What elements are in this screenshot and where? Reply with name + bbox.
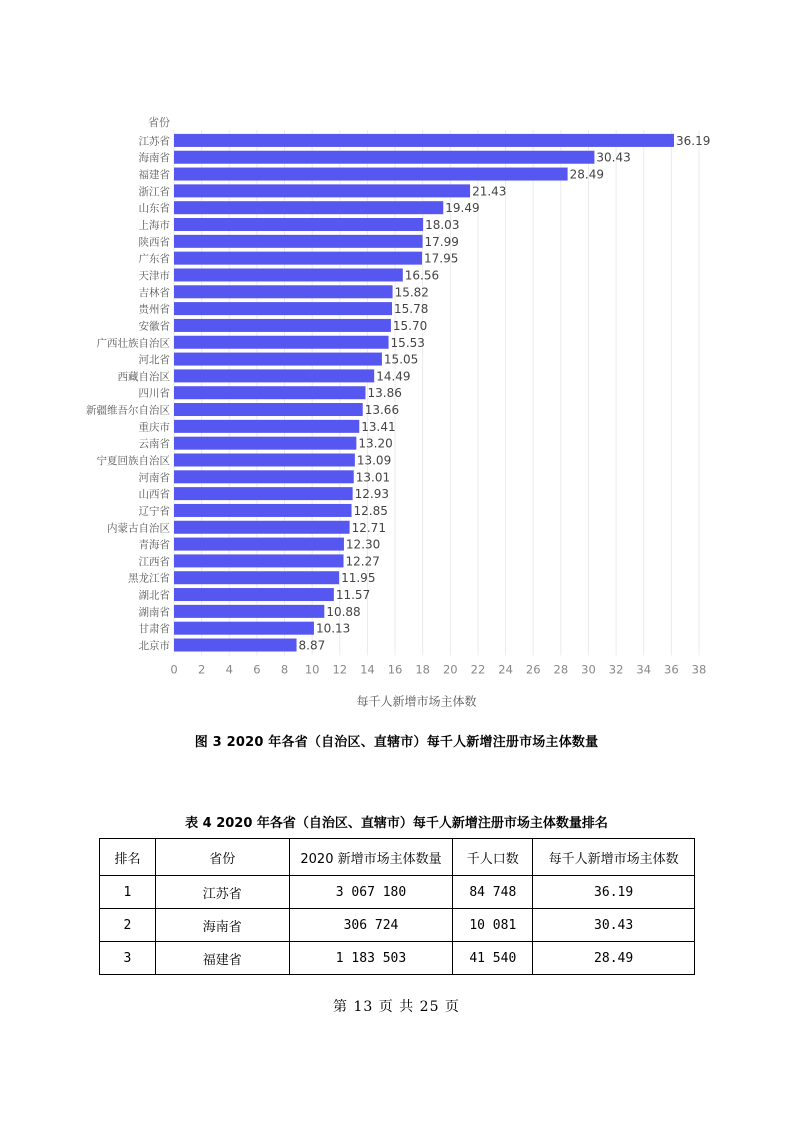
bar xyxy=(174,470,354,483)
data-label: 18.03 xyxy=(425,218,460,233)
data-label: 36.19 xyxy=(675,133,711,148)
bar xyxy=(174,168,568,181)
data-label: 11.95 xyxy=(341,571,376,586)
category-label: 黑龙江省 xyxy=(128,572,170,585)
category-label: 内蒙古自治区 xyxy=(107,522,170,535)
category-label: 河北省 xyxy=(138,354,170,367)
bar xyxy=(174,605,324,618)
category-label: 浙江省 xyxy=(138,185,170,198)
cell-population: 84 748 xyxy=(453,876,533,909)
x-tick-label: 2 xyxy=(197,662,206,677)
category-label: 重庆市 xyxy=(138,421,170,434)
category-label: 湖南省 xyxy=(138,606,170,619)
data-label: 17.99 xyxy=(424,234,459,249)
bar xyxy=(174,403,363,416)
bar xyxy=(174,134,674,147)
category-label: 广西壮族自治区 xyxy=(96,337,170,350)
x-tick-label: 8 xyxy=(280,662,289,677)
x-tick-label: 38 xyxy=(691,662,707,677)
bar xyxy=(174,302,392,315)
data-label: 17.95 xyxy=(423,251,459,266)
cell-new-entities: 1 183 503 xyxy=(289,942,453,975)
table-row xyxy=(100,909,695,942)
x-tick-label: 22 xyxy=(470,662,486,677)
cell-rank: 2 xyxy=(100,909,156,942)
bar xyxy=(174,319,391,332)
category-label: 天津市 xyxy=(138,269,170,282)
category-label: 福建省 xyxy=(138,169,170,182)
x-tick-label: 16 xyxy=(387,662,403,677)
bar xyxy=(174,420,359,433)
header-new-entities: 2020 新增市场主体数量 xyxy=(289,839,453,876)
cell-new-entities: 3 067 180 xyxy=(289,876,453,909)
category-label: 青海省 xyxy=(138,539,170,552)
cell-per-thousand: 30.43 xyxy=(533,909,695,942)
category-label: 吉林省 xyxy=(138,286,170,299)
data-label: 15.78 xyxy=(394,302,429,317)
category-label: 广东省 xyxy=(138,253,170,266)
category-label: 安徽省 xyxy=(138,320,170,333)
data-label: 15.82 xyxy=(394,285,429,300)
category-label: 西藏自治区 xyxy=(117,370,170,383)
bar xyxy=(174,487,353,500)
header-province: 省份 xyxy=(155,839,289,876)
bar xyxy=(174,437,356,450)
ranking-table xyxy=(99,838,695,975)
table-caption: 表 4 2020 年各省（自治区、直辖市）每千人新增注册市场主体数量排名 xyxy=(185,816,608,831)
bar xyxy=(174,521,350,534)
data-label: 14.49 xyxy=(376,369,411,384)
cell-population: 41 540 xyxy=(453,942,533,975)
category-label: 北京市 xyxy=(138,640,170,653)
category-label: 湖北省 xyxy=(138,589,170,602)
header-per-thousand: 每千人新增市场主体数 xyxy=(533,839,695,876)
x-axis-label: 每千人新增市场主体数 xyxy=(356,694,477,709)
bar xyxy=(174,571,339,584)
data-label: 13.86 xyxy=(367,386,402,401)
category-label: 云南省 xyxy=(138,438,170,451)
table-header-row xyxy=(100,839,695,876)
bar xyxy=(174,218,423,231)
data-label: 13.66 xyxy=(364,403,400,418)
x-tick-label: 4 xyxy=(225,662,233,677)
table-row xyxy=(100,876,695,909)
cell-province: 海南省 xyxy=(155,909,289,942)
bar xyxy=(174,201,443,214)
data-label: 13.01 xyxy=(355,470,391,485)
category-label: 山西省 xyxy=(138,488,170,501)
bar xyxy=(174,252,422,265)
cell-per-thousand: 28.49 xyxy=(533,942,695,975)
data-label: 15.05 xyxy=(383,352,419,367)
bar xyxy=(174,622,314,635)
x-tick-label: 18 xyxy=(415,662,431,677)
data-label: 12.30 xyxy=(345,537,381,552)
bar xyxy=(174,285,393,298)
cell-per-thousand: 36.19 xyxy=(533,876,695,909)
header-population: 千人口数 xyxy=(453,839,533,876)
bar xyxy=(174,538,344,551)
data-label: 16.56 xyxy=(404,268,440,283)
data-label: 15.53 xyxy=(390,335,425,350)
data-label: 13.09 xyxy=(356,453,392,468)
data-label: 10.88 xyxy=(326,604,361,619)
category-label: 宁夏回族自治区 xyxy=(96,454,170,467)
category-label: 河南省 xyxy=(138,471,170,484)
bar xyxy=(174,554,344,567)
x-tick-label: 26 xyxy=(525,662,541,677)
cell-province: 江苏省 xyxy=(155,876,289,909)
bar xyxy=(174,353,382,366)
x-tick-label: 10 xyxy=(304,662,320,677)
bar xyxy=(174,151,594,164)
bar xyxy=(174,268,403,281)
data-label: 10.13 xyxy=(315,621,351,636)
data-label: 12.71 xyxy=(351,520,386,535)
cell-new-entities: 306 724 xyxy=(289,909,453,942)
category-label: 陕西省 xyxy=(138,236,170,249)
data-label: 11.57 xyxy=(335,588,371,603)
x-tick-label: 24 xyxy=(498,662,513,677)
data-label: 15.70 xyxy=(392,318,428,333)
bar xyxy=(174,453,355,466)
bar xyxy=(174,235,423,248)
bar xyxy=(174,184,470,197)
data-label: 21.43 xyxy=(472,184,507,199)
data-label: 12.93 xyxy=(354,487,389,502)
bar xyxy=(174,336,389,349)
x-tick-label: 12 xyxy=(332,662,348,677)
category-label: 贵州省 xyxy=(138,303,170,316)
category-label: 上海市 xyxy=(138,219,170,232)
cell-rank: 3 xyxy=(100,942,156,975)
category-label: 甘肃省 xyxy=(138,623,170,636)
x-tick-label: 14 xyxy=(360,662,375,677)
cell-population: 10 081 xyxy=(453,909,533,942)
category-label: 江苏省 xyxy=(138,135,170,148)
data-label: 8.87 xyxy=(298,638,326,653)
cell-province: 福建省 xyxy=(155,942,289,975)
bar xyxy=(174,369,374,382)
category-label: 山东省 xyxy=(138,202,170,215)
data-label: 28.49 xyxy=(569,167,604,182)
category-label: 海南省 xyxy=(138,152,170,165)
data-label: 19.49 xyxy=(445,201,480,216)
data-label: 30.43 xyxy=(596,150,631,165)
category-header: 省份 xyxy=(148,116,170,129)
category-label: 新疆维吾尔自治区 xyxy=(86,404,170,417)
header-rank: 排名 xyxy=(100,839,156,876)
category-label: 四川省 xyxy=(138,387,170,400)
cell-rank: 1 xyxy=(100,876,156,909)
bar xyxy=(174,639,297,652)
category-label: 辽宁省 xyxy=(138,505,170,518)
x-tick-label: 32 xyxy=(608,662,624,677)
data-label: 12.27 xyxy=(345,554,380,569)
data-label: 13.20 xyxy=(358,436,393,451)
x-tick-label: 20 xyxy=(442,662,458,677)
x-tick-label: 36 xyxy=(664,662,679,677)
x-tick-label: 6 xyxy=(253,662,261,677)
data-label: 12.85 xyxy=(353,503,388,518)
table-row xyxy=(100,942,695,975)
bar xyxy=(174,386,365,399)
category-label: 江西省 xyxy=(138,555,170,568)
page-footer: 第 13 页 共 25 页 xyxy=(333,999,460,1015)
data-label: 13.41 xyxy=(361,419,396,434)
x-tick-label: 34 xyxy=(636,662,652,677)
x-tick-label: 30 xyxy=(581,662,596,677)
bar xyxy=(174,504,352,517)
x-tick-label: 0 xyxy=(170,662,178,677)
bar xyxy=(174,588,334,601)
x-tick-label: 28 xyxy=(553,662,569,677)
figure-caption: 图 3 2020 年各省（自治区、直辖市）每千人新增注册市场主体数量 xyxy=(194,735,599,750)
